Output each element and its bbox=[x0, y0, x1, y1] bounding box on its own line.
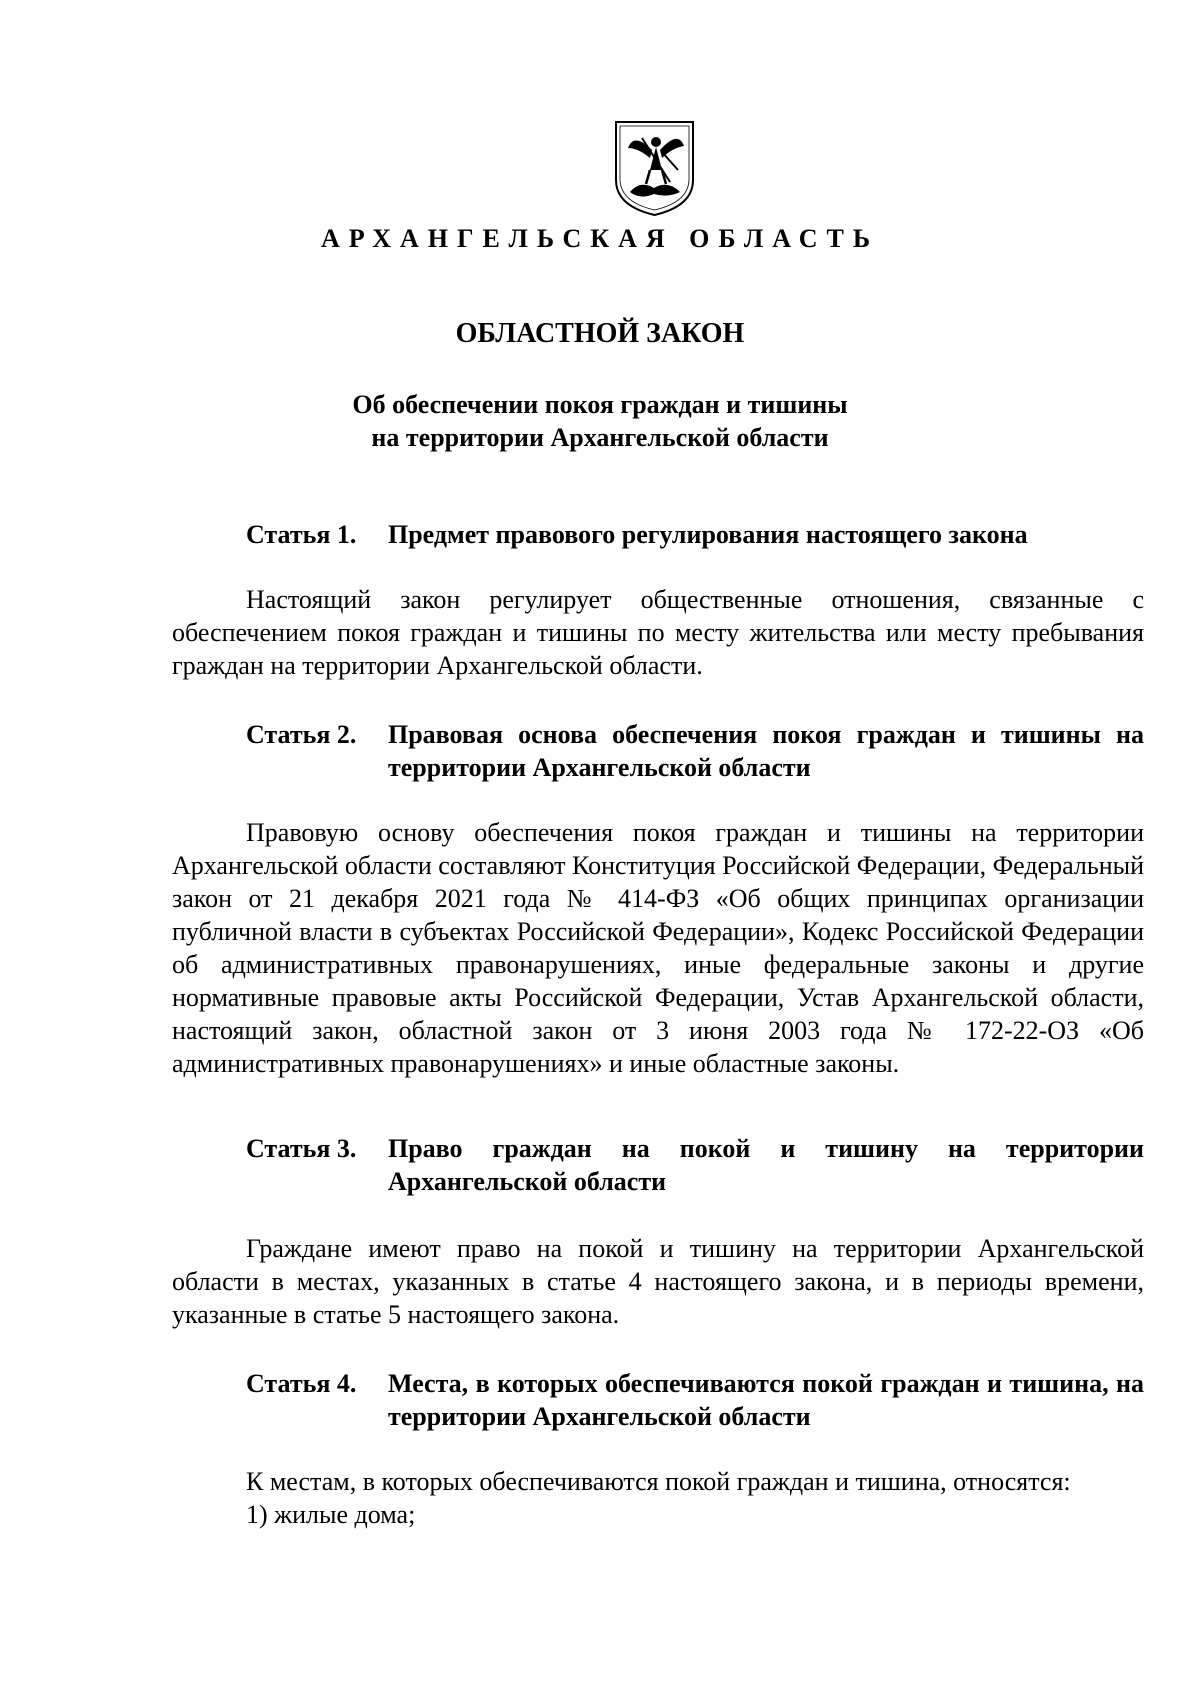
list-item: 1) жилые дома; bbox=[246, 1500, 416, 1529]
article-title: Право граждан на покой и тишину на территории Архангельской области bbox=[388, 1134, 1144, 1196]
article-4-heading bbox=[246, 1367, 1144, 1433]
law-subtitle bbox=[0, 388, 1200, 454]
article-3-heading bbox=[246, 1132, 1144, 1198]
article-title: Места, в которых обеспечиваются покой граждан и тишина, на территории Архангельской области bbox=[388, 1369, 1144, 1431]
article-number: Статья 2. bbox=[246, 720, 357, 749]
region-name: АРХАНГЕЛЬСКАЯ ОБЛАСТЬ bbox=[320, 224, 880, 253]
subtitle-line-2: на территории Архангельской области bbox=[371, 423, 829, 452]
article-2-text: Правовую основу обеспечения покоя граждан и тишины на территории Архангельской области составляют Конституция Российской Федерации, Федеральный закон от 21 декабря 2021 года № 414-ФЗ «Об общих принципах организации публичной власти в субъектах Российской Федерации», Кодекс Российской Федерации об административных правонарушениях, иные федеральные законы и другие нормативные правовые акты Российской Федерации, Устав Архангельской области, настоящий закон, областной закон от 3 июня 2003 года № 172-22-ОЗ «Об административных правонарушениях» и иные областные законы. bbox=[172, 818, 1144, 1078]
document-type-title: ОБЛАСТНОЙ ЗАКОН bbox=[455, 318, 745, 349]
article-number: Статья 4. bbox=[246, 1369, 357, 1398]
article-4-text bbox=[172, 1465, 1144, 1531]
article-2-heading bbox=[246, 718, 1144, 784]
article-title: Правовая основа обеспечения покоя граждан и тишины на территории Архангельской области bbox=[388, 720, 1144, 782]
article-number: Статья 3. bbox=[246, 1134, 357, 1163]
article-4-intro: К местам, в которых обеспечиваются покой граждан и тишина, относятся: bbox=[246, 1467, 1071, 1496]
article-1-heading bbox=[246, 518, 1144, 551]
article-3-text: Граждане имеют право на покой и тишину на территории Архангельской области в местах, указанных в статье 4 настоящего закона, и в периоды времени, указанные в статье 5 настоящего закона. bbox=[172, 1234, 1144, 1329]
coat-of-arms-emblem bbox=[612, 118, 697, 218]
article-1-text: Настоящий закон регулирует общественные отношения, связанные с обеспечением покоя граждан и тишины по месту жительства или месту пребывания граждан на территории Архангельской области. bbox=[172, 585, 1144, 680]
article-number: Статья 1. bbox=[246, 520, 357, 549]
subtitle-line-1: Об обеспечении покоя граждан и тишины bbox=[352, 390, 848, 419]
article-title: Предмет правового регулирования настоящего закона bbox=[388, 520, 1028, 549]
